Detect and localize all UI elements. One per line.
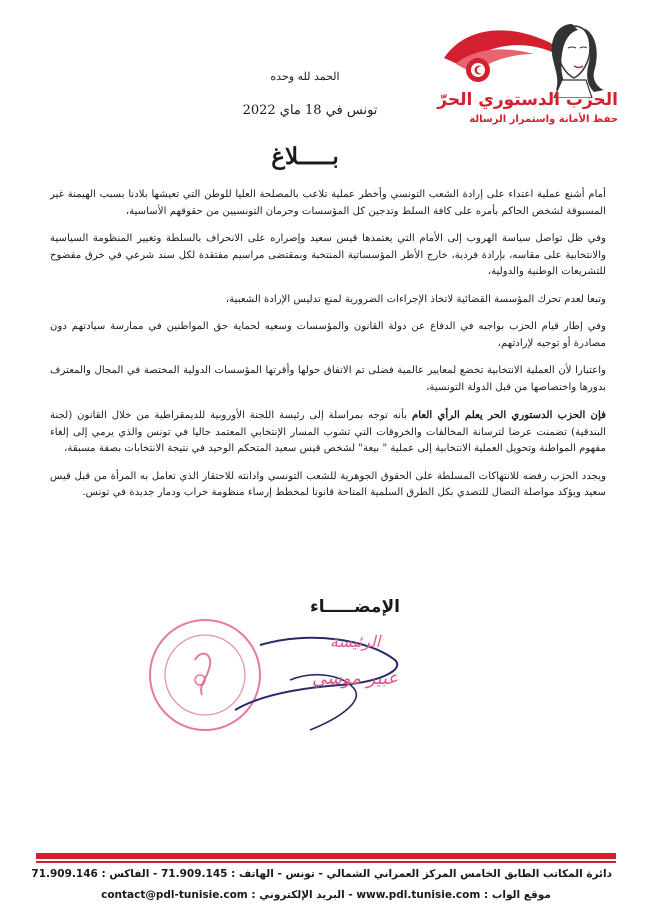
paragraph-7: ويجدد الحزب رفضه للانتهاكات المسلطة على الحقوق الجوهرية للشعب التونسي وادانته للاحتقار الذي تعامل به المرأة من قبل قيس سعيد ويؤكد مواصلة النضال للتصدي بكل الطرق السلمية المتاحة قانونا لمخطط إرساء منظومة خراب ودمار جديدة في تونس. — [50, 470, 606, 498]
document-title: بـــــلاغ — [271, 143, 339, 170]
paragraph-2: وفي ظل تواصل سياسة الهروب إلى الأمام التي يعتمدها قيس سعيد وإصراره على الانحراف بالسلطة وتغيير المنظومة السياسية والانتخابية على مقاسه، بإرادة فردية، خارج الأطر المؤسساتية المنتخبة وبمقتضى مراسيم مفتقدة لكل سند شرعي في خرق مفضوح للتشريعات الوطنية والدولية، — [50, 233, 606, 277]
paragraph-6 — [50, 407, 606, 458]
party-emblem-icon — [434, 18, 624, 98]
dateline: تونس في 18 ماي 2022 — [242, 103, 378, 118]
footer-divider — [36, 853, 616, 859]
paragraph-3: وتبعا لعدم تحرك المؤسسة القضائية لاتخاذ الإجراءات الضرورية لمنع تدليس الإرادة الشعبية، — [225, 293, 606, 305]
footer-contact: موقع الواب : www.pdl.tunisie.com - البريد الإلكتروني : contact@pdl-tunisie.com — [101, 889, 551, 901]
signatory-role: الرئيسة — [329, 632, 381, 651]
party-name: الحزب الدستوري الحرّ — [437, 90, 618, 110]
paragraph-6-bold: فإن الحزب الدستوري الحر يعلم الرأي العام — [411, 409, 606, 421]
footer-address: دائرة المكاتب الطابق الخامس المركز العمراني الشمالي - تونس - الهاتف : 71.909.145 - الفاكس : 71.909.146 — [31, 868, 612, 880]
footer-divider-thin — [36, 861, 616, 863]
party-logo — [434, 18, 624, 133]
praise-line: الحمد لله وحده — [270, 70, 340, 83]
party-slogan: حفظ الأمانة واستمرار الرسالة — [469, 114, 618, 125]
signature-heading: الإمضـــــاء — [310, 597, 400, 617]
signatory-name: عبير موسي — [311, 668, 399, 689]
paragraph-6-rest: بأنه توجه بمراسلة إلى رئيسة اللجنة الأوروبية للديمقراطية من خلال القانون (لجنة البندقية) تضمنت عرضا لترسانة المخالفات والخروقات التي تشوب المسار الإنتخابي المعتمد حاليا في تونس والذي يرمي إلى إلغاء مفهوم المواطنة وتحويل العملية الانتخابية إلى عملية " بيعة" لشخص قيس سعيد المتحكم الوحيد في نتيجة الانتخابات بصفة مسبقة، — [50, 410, 606, 454]
paragraph-1: أمام أشنع عملية اعتداء على إرادة الشعب التونسي وأخطر عملية تلاعب بالمصلحة العليا للوطن التي تعيشها بلادنا بسبب الهيمنة غير المسبوقة لشخص الحاكم بأمره على كافة السلط وتدجين كل المؤسسات وحرمان التونسيين من حقوقهم الأساسية، — [50, 189, 606, 217]
paragraph-5: واعتبارا لأن العملية الانتخابية تخضع لمعايير عالمية فضلى تم الاتفاق حولها وأقرتها المؤسسات الدولية المختصة في المجال والمعترف بدورها واختصاصها من قبل الدولة التونسية، — [50, 365, 606, 393]
paragraph-4: وفي إطار قيام الحزب بواجبه في الدفاع عن دولة القانون والمؤسسات وسعيه لحماية حق المواطنين في ممارسة سيادتهم دون مصادرة أو توجيه لإرادتهم، — [50, 321, 606, 349]
statement-body — [50, 187, 606, 513]
